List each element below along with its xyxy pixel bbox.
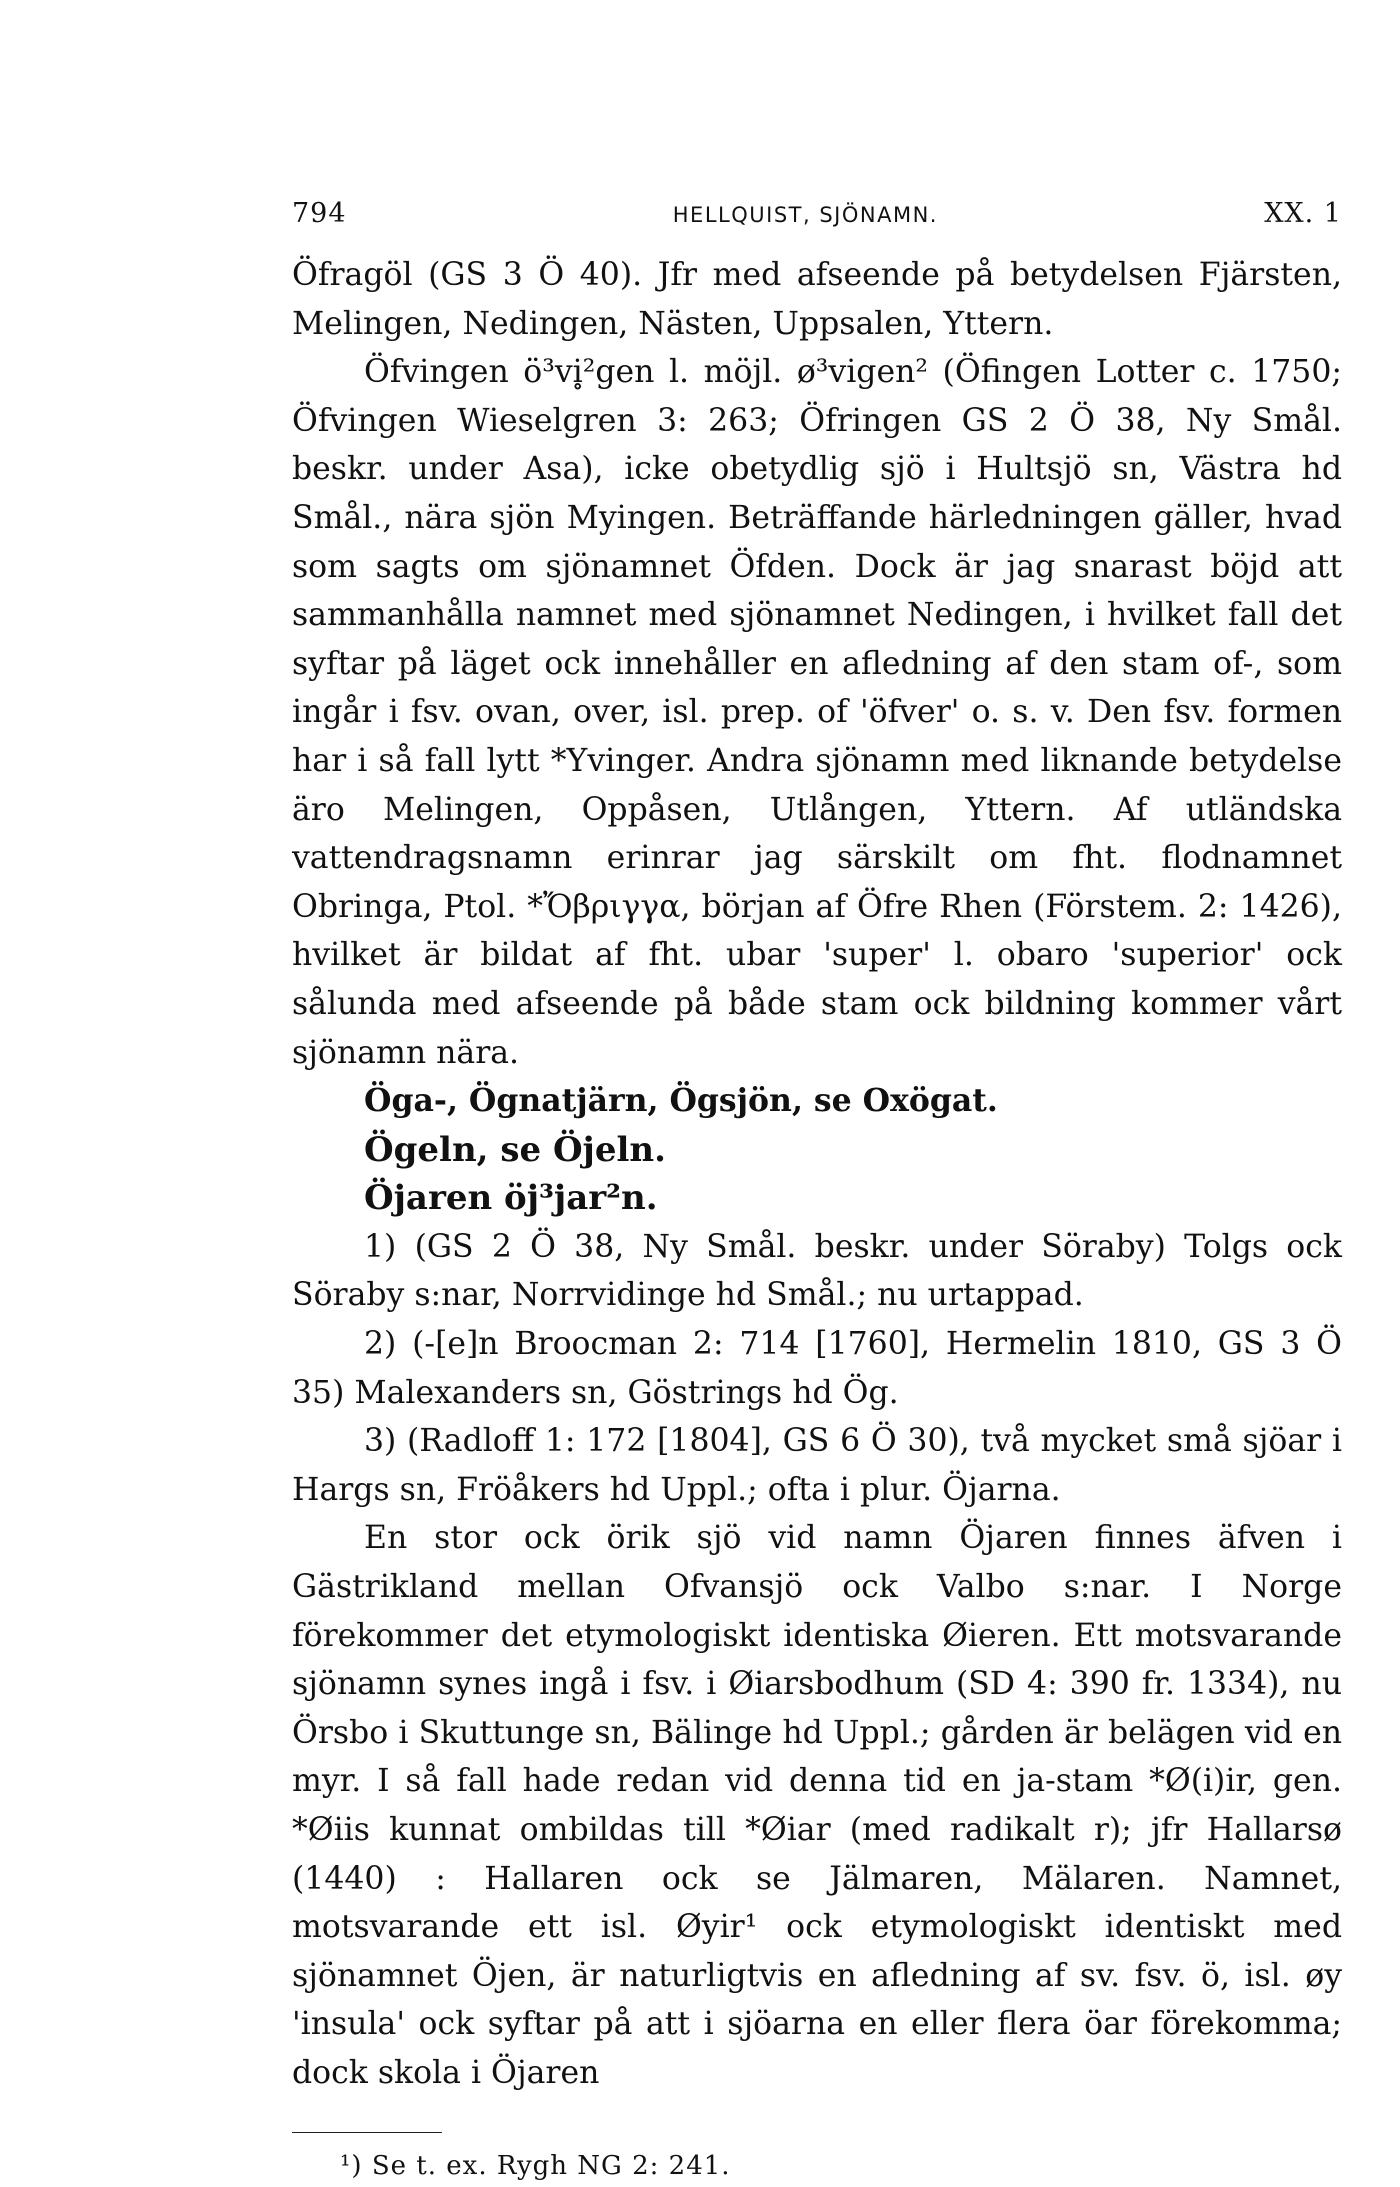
footnote: ¹) Se t. ex. Rygh NG 2: 241. [340, 2150, 731, 2181]
dictionary-body [292, 251, 1342, 2098]
book-page [292, 198, 1342, 2181]
entry-ojaren-headword: Öjaren öj³jar²n. [364, 1178, 658, 1219]
volume-number: XX. 1 [1264, 198, 1342, 229]
page-number: 794 [292, 198, 347, 229]
entry-oga: Öga-, Ögnatjärn, Ögsjön, se Oxögat. [364, 1082, 998, 1120]
ojaren-sense-1: 1) (GS 2 Ö 38, Ny Smål. beskr. under Söraby) Tolgs ock Söraby s:nar, Norrvidinge hd Smål.; nu urtappad. [292, 1228, 1342, 1314]
footnote-rule [292, 2132, 442, 2133]
entry-ofragol: Öfragöl (GS 3 Ö 40). Jfr med afseende på betydelsen Fjärsten, Melingen, Nedingen, Nästen, Uppsalen, Yttern. [292, 257, 1342, 342]
entry-ogeln: Ögeln, se Öjeln. [364, 1129, 666, 1170]
ojaren-discussion: En stor ock örik sjö vid namn Öjaren finnes äfven i Gästrikland mellan Ofvansjö ock Valbo s:nar. I Norge förekommer det etymologiskt identiska Øieren. Ett motsvarande sjönamn synes ingå i fsv. i Øiarsbodhum (SD 4: 390 fr. 1334), nu Örsbo i Skuttunge sn, Bälinge hd Uppl.; gården är belägen vid en myr. I så fall hade redan vid denna tid en ja-stam *Ø(i)ir, gen. *Øiis kunnat ombildas till *Øiar (med radikalt r); jfr Hallarsø (1440) : Hallaren ock se Jälmaren, Mälaren. Namnet, motsvarande ett isl. Øyir¹ ock etymologiskt identiskt med sjönamnet Öjen, är naturligtvis en afledning af sv. fsv. ö, isl. øy 'insula' ock syftar på att i sjöarna en eller flera öar förekomma; dock skola i Öjaren [292, 1520, 1342, 2091]
ojaren-sense-2: 2) (-[e]n Broocman 2: 714 [1760], Hermelin 1810, GS 3 Ö 35) Malexanders sn, Göstrings hd Ög. [292, 1326, 1342, 1411]
running-header [292, 198, 1342, 229]
ojaren-sense-3: 3) (Radloff 1: 172 [1804], GS 6 Ö 30), två mycket små sjöar i Hargs sn, Fröåkers hd Uppl.; ofta i plur. Öjarna. [292, 1423, 1342, 1508]
running-title: HELLQUIST, SJÖNAMN. [672, 203, 938, 227]
entry-ofvingen: Öfvingen ö³vi̥²gen l. möjl. ø³vigen² (Öfingen Lotter c. 1750; Öfvingen Wieselgren 3: 263; Öfringen GS 2 Ö 38, Ny Smål. beskr. under Asa), icke obetydlig sjö i Hultsjö sn, Västra hd Smål., nära sjön Myingen. Beträffande härledningen gäller, hvad som sagts om sjönamnet Öfden. Dock är jag snarast böjd att sammanhålla namnet med sjönamnet Nedingen, i hvilket fall det syftar på läget ock innehåller en afledning af den stam of-, som ingår i fsv. ovan, over, isl. prep. of 'öfver' o. s. v. Den fsv. formen har i så fall lytt *Yvinger. Andra sjönamn med liknande betydelse äro Melingen, Oppåsen, Utlången, Yttern. Af utländska vattendragsnamn erinrar jag särskilt om fht. flodnamnet Obringa, Ptol. *Ὄβριγγα, början af Öfre Rhen (Förstem. 2: 1426), hvilket är bildat af fht. ubar 'super' l. obaro 'superior' ock sålunda med afseende på både stam ock bildning kommer vårt sjönamn nära. [292, 354, 1342, 1071]
